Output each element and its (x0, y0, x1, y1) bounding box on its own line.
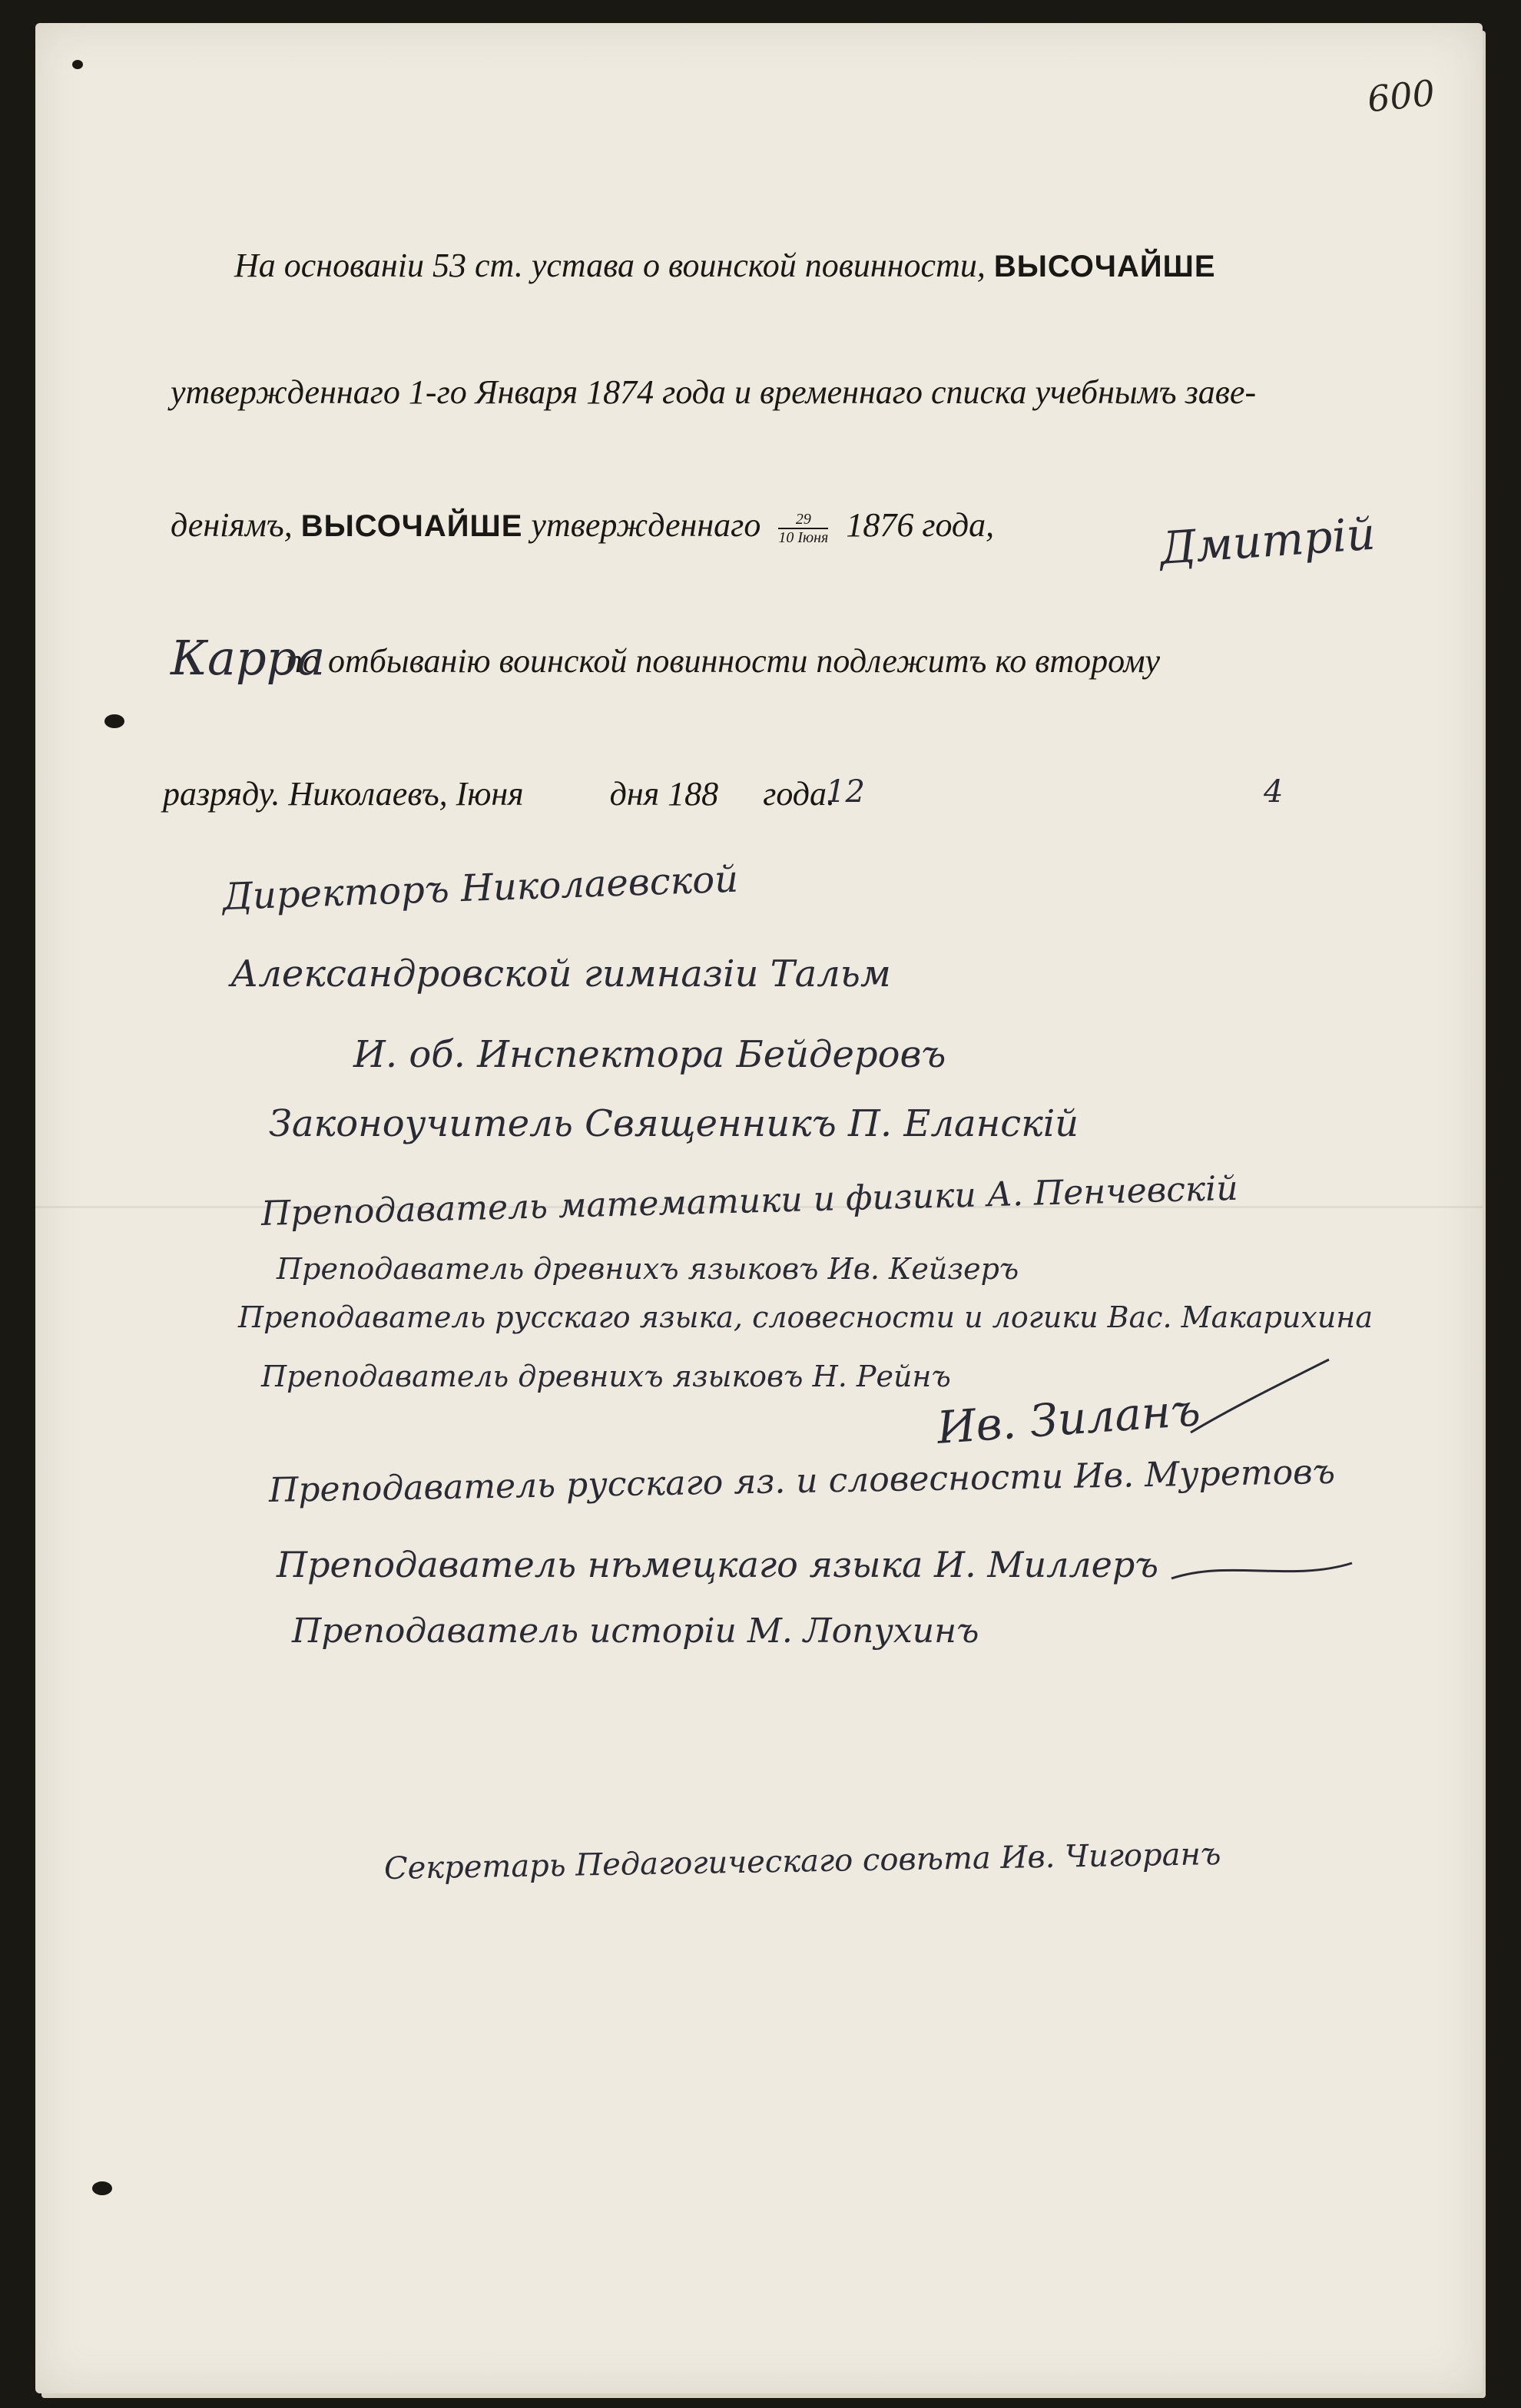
signature-director: Директоръ Николаевской (222, 857, 739, 919)
punch-hole (92, 2181, 112, 2195)
signature-flourish (1183, 1356, 1337, 1440)
text-segment: года. (763, 775, 836, 813)
text-segment: На основанiи 53 ст. устава о воинской повинности, (234, 247, 986, 284)
fraction-bottom: 10 Iюня (778, 528, 829, 546)
signature-overlay: Ив. Зиланъ (935, 1383, 1202, 1454)
signature-russian-literature-teacher: Преподаватель русскаго яз. и словесности Ив. Муретовъ (268, 1452, 1336, 1510)
handwritten-first-name: Дмитрiй (1158, 507, 1377, 575)
text-segment: разряду. Николаевъ, Iюня (163, 775, 524, 813)
caps-word: ВЫСОЧАЙШЕ (993, 250, 1216, 283)
text-line-4: по отбыванiю воинской повинности подлежитъ ко второму (286, 642, 1161, 680)
signature-secretary: Секретарь Педагогическаго совѣта Ив. Чигоранъ (383, 1836, 1221, 1886)
signature-german-teacher: Преподаватель нѣмецкаго языка И. Миллеръ (277, 1544, 1159, 1585)
caps-word: ВЫСОЧАЙШЕ (300, 509, 523, 543)
handwritten-last-name: Карра (171, 630, 326, 686)
signature-priest: Законоучитель Священникъ П. Еланскiй (269, 1102, 1079, 1145)
text-segment: 1876 года, (846, 506, 995, 544)
archive-page-number: 600 (1365, 71, 1437, 121)
signature-flourish (1168, 1544, 1360, 1590)
fraction-top: 29 (795, 510, 811, 528)
signature-gymnasium: Александровской гимназiи Тальм (230, 952, 891, 995)
text-line-5 (163, 774, 835, 813)
date-fraction (778, 511, 828, 546)
signature-russian-teacher: Преподаватель русскаго языка, словесности и логики Вас. Макарихина (238, 1300, 1373, 1334)
text-segment: денiямъ, (171, 506, 293, 544)
signature-ancient-languages-teacher-2: Преподаватель древнихъ языковъ Н. Рейнъ (261, 1360, 951, 1393)
pin-hole (72, 60, 83, 69)
handwritten-year-digit: 4 (1264, 774, 1284, 810)
text-line-1 (234, 246, 1216, 285)
signature-history-teacher: Преподаватель исторiи М. Лопухинъ (292, 1611, 979, 1651)
text-line-3 (171, 505, 994, 546)
signature-inspector: И. об. Инспектора Бейдеровъ (353, 1033, 946, 1076)
signature-math-teacher: Преподаватель математики и физики А. Пенчевскiй (260, 1168, 1239, 1234)
text-segment: утвержденнаго (531, 506, 761, 544)
signature-ancient-languages-teacher: Преподаватель древнихъ языковъ Ив. Кейзеръ (277, 1252, 1019, 1286)
punch-hole (104, 714, 124, 728)
text-line-2: утвержденнаго 1-го Января 1874 года и временнаго списка учебнымъ заве- (171, 373, 1257, 411)
text-segment: дня 188 (609, 775, 719, 813)
handwritten-day: 12 (826, 774, 865, 810)
